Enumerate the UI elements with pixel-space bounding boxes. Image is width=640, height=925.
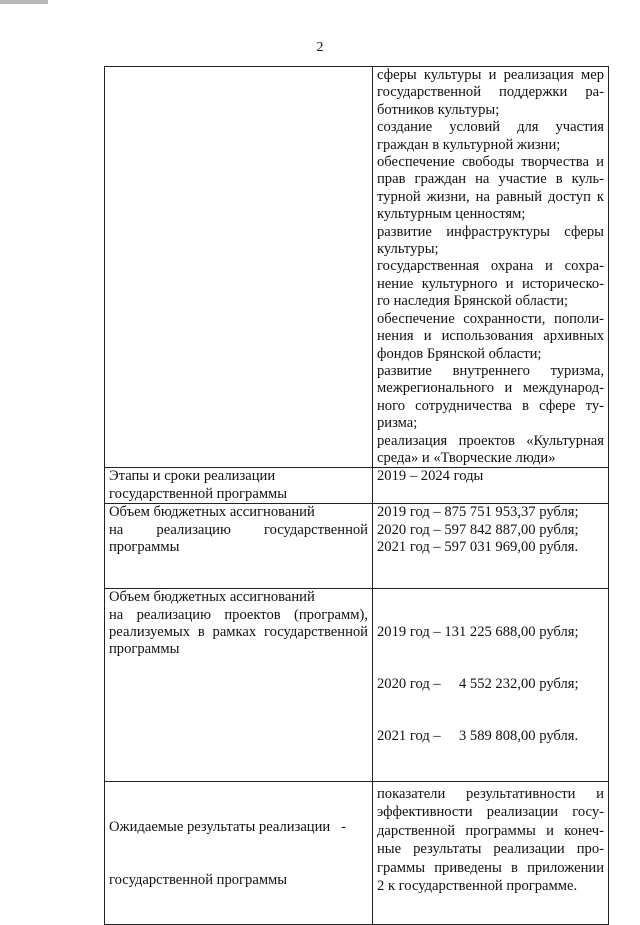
goals-line: государственной поддержки ра- (377, 84, 604, 101)
results-value-line: 2 к государственной программе. (377, 878, 578, 895)
projects-label-line: реализуемых в рамках государственной (109, 623, 368, 640)
goals-line: среда» и «Творческие люди» (377, 449, 556, 466)
table-row-results (105, 781, 609, 924)
results-value-line: граммы приведены в приложении (377, 859, 604, 876)
results-value-line: показатели результативности и (377, 785, 604, 802)
budget-value-line: 2021 год – 597 031 969,00 рубля. (377, 538, 579, 555)
goals-line: реализация проектов «Культурная (377, 432, 604, 449)
results-label-line: Ожидаемые результаты реализации - (109, 819, 347, 836)
table-row-stages (105, 468, 609, 504)
goals-line: го наследия Брянской области; (377, 293, 569, 310)
goals-line: создание условий для участия (377, 119, 604, 136)
budget-value-line: 2019 год – 875 751 953,37 рубля; (377, 504, 579, 521)
stages-label-line: Этапы и сроки реализации (109, 468, 276, 485)
goals-line: фондов Брянской области; (377, 345, 542, 362)
goals-line: культурным ценностям; (377, 206, 526, 223)
budget-label-cell (105, 504, 373, 589)
goals-label-cell (105, 67, 373, 468)
stages-label-cell (105, 468, 373, 504)
stages-value-cell (373, 468, 609, 504)
goals-value-cell (373, 67, 609, 468)
table-row-goals (105, 67, 609, 468)
projects-value-line: 2019 год – 131 225 688,00 рубля; (377, 623, 579, 640)
page-number: 2 (316, 40, 324, 55)
results-value-cell (373, 781, 609, 924)
results-value-line: ные результаты реализации про- (377, 841, 604, 858)
goals-line: государственная охрана и сохра- (377, 258, 604, 275)
goals-line: развитие инфраструктуры сферы (377, 223, 604, 240)
budget-label-line: программы (109, 538, 180, 555)
goals-line: развитие внутреннего туризма, (377, 362, 604, 379)
budget-label-line: Объем бюджетных ассигнований (109, 504, 315, 521)
budget-value-line: 2020 год – 597 842 887,00 рубля; (377, 521, 579, 538)
projects-value-cell (373, 589, 609, 781)
goals-line: межрегионального и международ- (377, 380, 604, 397)
results-value-line: эффективности реализации госу- (377, 804, 604, 821)
stages-label-line: государственной программы (109, 485, 288, 502)
projects-label-cell (105, 589, 373, 781)
goals-line: культуры; (377, 241, 439, 258)
projects-label-line: Объем бюджетных ассигнований (109, 589, 315, 606)
goals-line: граждан в культурной жизни; (377, 136, 561, 153)
goals-line: прав граждан на участие в куль- (377, 171, 604, 188)
goals-line: нения и использования архивных (377, 328, 604, 345)
results-value-line: дарственной программы и конеч- (377, 822, 604, 839)
table-row-budget (105, 504, 609, 589)
budget-label-line: на реализацию государственной (109, 521, 368, 538)
results-label-line: государственной программы (109, 871, 288, 888)
goals-line: нение культурного и историческо- (377, 275, 604, 292)
goals-line: обеспечение сохранности, пополи- (377, 310, 604, 327)
passport-table (104, 66, 609, 925)
goals-line: ботников культуры; (377, 101, 500, 118)
projects-value-line: 2020 год – 4 552 232,00 рубля; (377, 676, 579, 693)
scan-corner-mark (0, 0, 48, 4)
stages-value: 2019 – 2024 годы (377, 468, 484, 485)
goals-line: турной жизни, на равный доступ к (377, 188, 604, 205)
goals-line: ризма; (377, 415, 418, 432)
results-label-cell (105, 781, 373, 924)
projects-label-line: на реализацию проектов (программ), (109, 606, 368, 623)
goals-line: ного сотрудничества в сфере ту- (377, 397, 604, 414)
goals-line: сферы культуры и реализация мер (377, 67, 604, 83)
goals-line: обеспечение свободы творчества и (377, 154, 604, 171)
budget-value-cell (373, 504, 609, 589)
projects-value-line: 2021 год – 3 589 808,00 рубля. (377, 728, 579, 745)
table-row-projects-budget (105, 589, 609, 781)
projects-label-line: программы (109, 641, 180, 658)
